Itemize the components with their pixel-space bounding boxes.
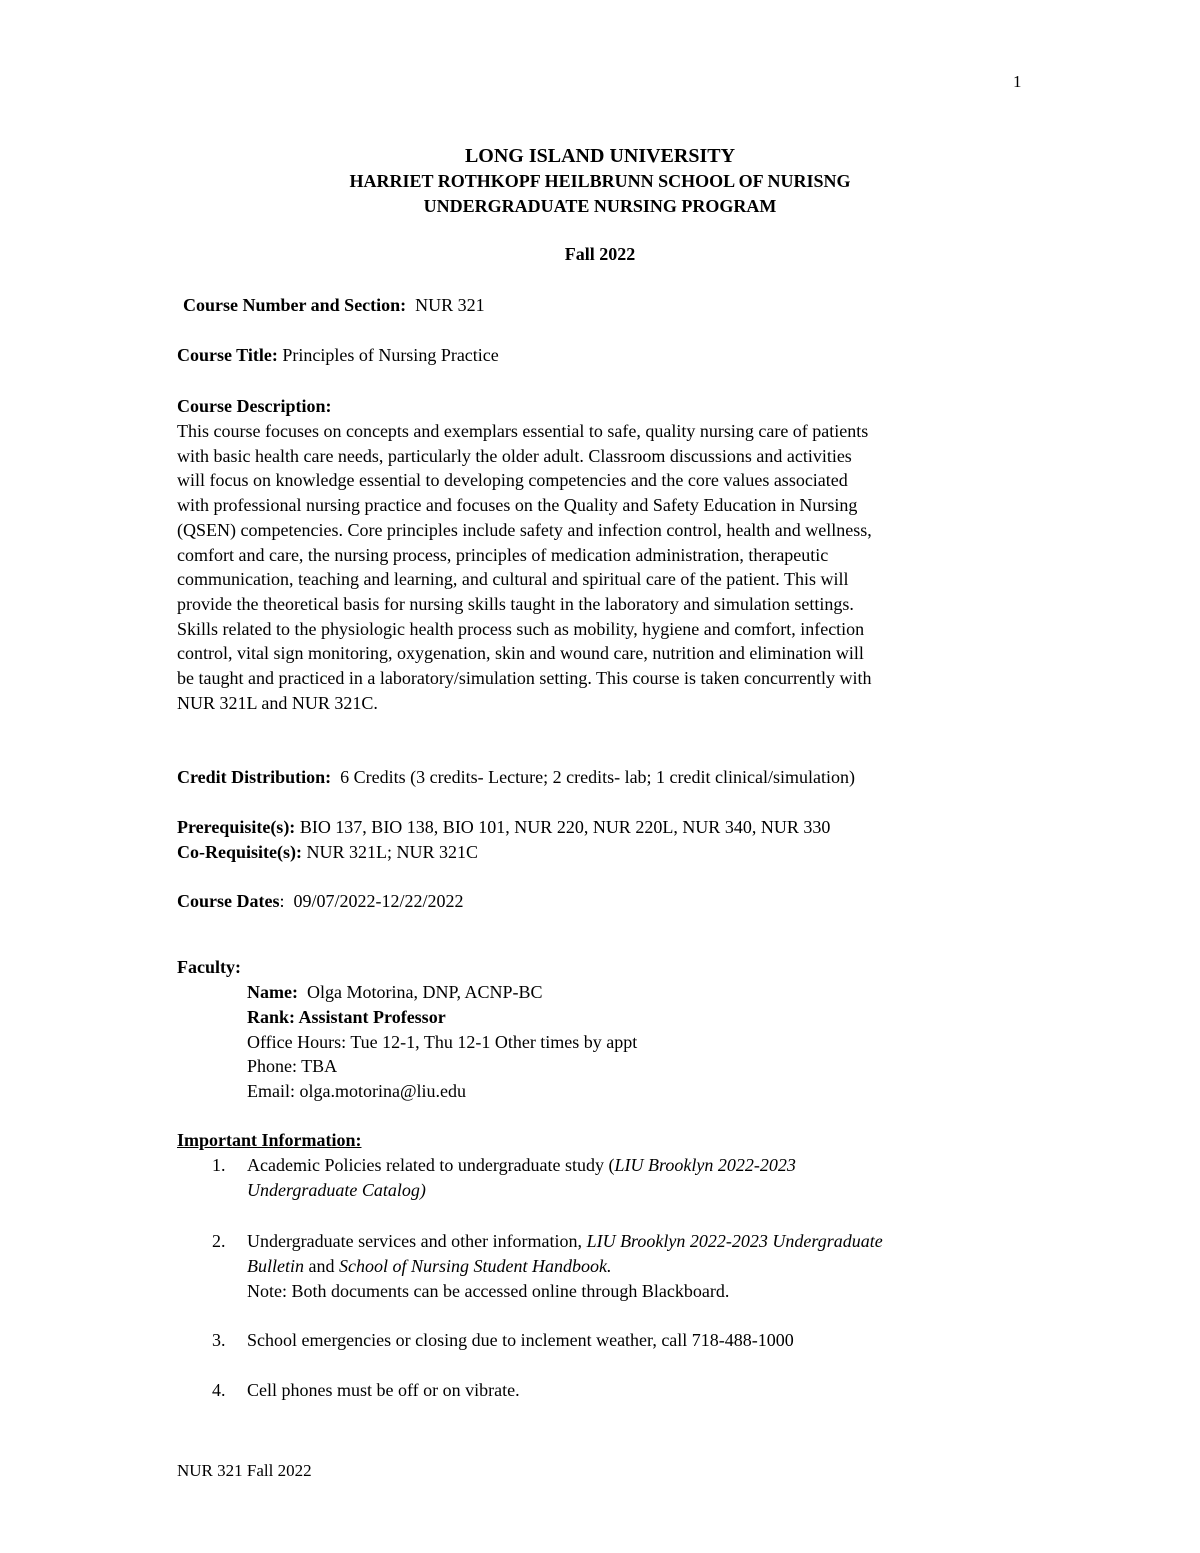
credit-distribution-label: Credit Distribution: xyxy=(177,767,332,787)
description-line: with professional nursing practice and focuses on the Quality and Safety Education in Nursing xyxy=(177,495,858,516)
description-line: with basic health care needs, particularly the older adult. Classroom discussions and activities xyxy=(177,445,852,466)
prerequisites-value: BIO 137, BIO 138, BIO 101, NUR 220, NUR 220L, NUR 340, NUR 330 xyxy=(299,817,831,837)
list-item-number: 1. xyxy=(212,1155,226,1175)
document-header xyxy=(0,144,1200,219)
term: Fall 2022 xyxy=(564,244,636,264)
course-description-text xyxy=(177,419,1027,715)
description-line: (QSEN) competencies. Core principles include safety and infection control, health and wellness, xyxy=(177,519,872,540)
credit-distribution-row xyxy=(177,765,855,790)
faculty-rank: Rank: Assistant Professor xyxy=(247,1007,446,1027)
course-title-value: Principles of Nursing Practice xyxy=(282,345,499,365)
description-line: provide the theoretical basis for nursing skills taught in the laboratory and simulation settings. xyxy=(177,593,854,614)
description-line: NUR 321L and NUR 321C. xyxy=(177,692,378,713)
important-information-label: Important Information: xyxy=(177,1130,362,1150)
list-item: Academic Policies related to undergraduate study (LIU Brooklyn 2022-2023 xyxy=(247,1155,796,1175)
corequisites-row xyxy=(177,840,478,865)
corequisites-value: NUR 321L; NUR 321C xyxy=(306,842,478,862)
faculty-name-row xyxy=(247,980,543,1005)
university-name: LONG ISLAND UNIVERSITY xyxy=(464,145,736,167)
course-dates-row: Course Dates: 09/07/2022-12/22/2022 xyxy=(177,891,464,911)
faculty-phone: Phone: TBA xyxy=(247,1056,338,1076)
program-name: UNDERGRADUATE NURSING PROGRAM xyxy=(423,196,777,216)
faculty-name-label: Name: xyxy=(247,982,298,1002)
faculty-label: Faculty: xyxy=(177,957,241,977)
corequisites-label: Co-Requisite(s): xyxy=(177,842,302,862)
faculty-name: Olga Motorina, DNP, ACNP-BC xyxy=(306,982,543,1002)
list-item: Cell phones must be off or on vibrate. xyxy=(247,1380,520,1400)
list-item: School emergencies or closing due to inclement weather, call 718-488-1000 xyxy=(247,1330,794,1350)
description-line: This course focuses on concepts and exemplars essential to safe, quality nursing care of patients xyxy=(177,421,869,441)
faculty-email: Email: olga.motorina@liu.edu xyxy=(247,1081,467,1101)
description-line: will focus on knowledge essential to developing competencies and the core values associated xyxy=(177,470,848,491)
list-item-number: 3. xyxy=(212,1330,226,1350)
faculty-office-hours: Office Hours: Tue 12-1, Thu 12-1 Other times by appt xyxy=(247,1032,638,1052)
list-item: Undergraduate services and other information, LIU Brooklyn 2022-2023 Undergraduate xyxy=(247,1231,883,1251)
course-title-row xyxy=(177,343,499,368)
list-item-note: Note: Both documents can be accessed online through Blackboard. xyxy=(247,1281,730,1301)
list-item-number: 2. xyxy=(212,1231,226,1251)
list-item-continuation: Undergraduate Catalog) xyxy=(247,1180,426,1200)
description-line: comfort and care, the nursing process, principles of medication administration, therapeutic xyxy=(177,544,829,565)
course-number-row xyxy=(183,293,485,318)
description-line: control, vital sign monitoring, oxygenation, skin and wound care, nutrition and elimination will xyxy=(177,643,864,664)
course-number-label: Course Number and Section: xyxy=(183,295,407,315)
course-dates-value: 09/07/2022-12/22/2022 xyxy=(293,891,464,911)
school-name: HARRIET ROTHKOPF HEILBRUNN SCHOOL OF NURISNG xyxy=(349,171,851,191)
prerequisites-label: Prerequisite(s): xyxy=(177,817,296,837)
course-dates-label: Course Dates xyxy=(177,891,280,911)
course-title-label: Course Title: xyxy=(177,345,278,365)
list-item-number: 4. xyxy=(212,1380,226,1400)
credit-distribution-value: 6 Credits (3 credits- Lecture; 2 credits- lab; 1 credit clinical/simulation) xyxy=(340,767,855,787)
list-item-continuation: Bulletin and School of Nursing Student Handbook. xyxy=(247,1256,612,1276)
course-number-value: NUR 321 xyxy=(415,295,485,315)
prerequisites-row xyxy=(177,815,830,840)
description-line: Skills related to the physiologic health process such as mobility, hygiene and comfort, infection xyxy=(177,618,865,639)
course-description-label: Course Description: xyxy=(177,396,332,416)
page-footer: NUR 321 Fall 2022 xyxy=(177,1461,312,1480)
description-line: communication, teaching and learning, and cultural and spiritual care of the patient. This will xyxy=(177,569,849,590)
description-line: be taught and practiced in a laboratory/simulation setting. This course is taken concurrently with xyxy=(177,668,872,689)
page-number: 1 xyxy=(1013,72,1022,91)
